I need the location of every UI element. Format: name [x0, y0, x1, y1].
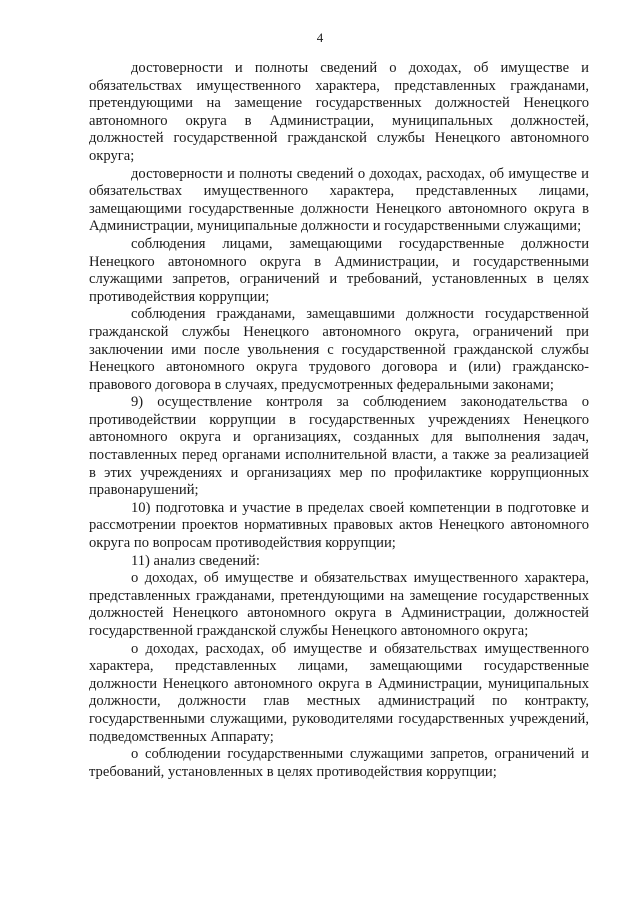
paragraph: 10) подготовка и участие в пределах своей компетенции в подготовке и рассмотрении проектов нормативных правовых актов Ненецкого автономного округа по вопросам противодействия коррупции;	[89, 499, 589, 552]
paragraph: достоверности и полноты сведений о доходах, расходах, об имуществе и обязательствах имущественного характера, представленных лицами, замещающими государственные должности Ненецкого автономного округа в Администрации, муниципальные должности и государственными служащими;	[89, 165, 589, 235]
paragraph: о доходах, об имуществе и обязательствах имущественного характера, представленных гражданами, претендующими на замещение государственных должностей Ненецкого автономного округа в Администрации, должностей государственной гражданской службы Ненецкого автономного округа;	[89, 570, 589, 639]
paragraph: соблюдения гражданами, замещавшими должности государственной гражданской службы Ненецкого автономного округа, ограничений при заключении ими после увольнения с государственной гражданской службы Ненецкого автономного округа трудового договора и (или) гражданско-правового договора в случаях, предусмотренных федеральными законами;	[89, 306, 589, 393]
paragraph: соблюдения лицами, замещающими государственные должности Ненецкого автономного округа в Администрации, и государственными служащими запретов, ограничений и требований, установленных в целях противодействия коррупции;	[89, 235, 589, 305]
paragraph: достоверности и полноты сведений о доходах, об имуществе и обязательствах имущественного характера, представленных гражданами, претендующими на замещение государственных должностей Ненецкого автономного округа в Администрации, муниципальных должностей, должностей государственной гражданской службы Ненецкого автономного округа;	[89, 60, 589, 164]
paragraph: 11) анализ сведений:	[131, 552, 260, 569]
paragraph: о доходах, расходах, об имуществе и обязательствах имущественного характера, представленных лицами, замещающими государственные должности Ненецкого автономного округа в Администрации, муниципальных должности, должности глав местных администраций по контракту, государственными служащими, руководителями государственных учреждений, подведомственных Аппарату;	[89, 640, 589, 745]
paragraph: о соблюдении государственными служащими запретов, ограничений и требований, установленных в целях противодействия коррупции;	[89, 746, 589, 780]
paragraph: 9) осуществление контроля за соблюдением законодательства о противодействии коррупции в государственных учреждениях Ненецкого автономного округа и организациях, созданных для выполнения задач, поставленных перед органами исполнительной власти, а также за реализацией в этих учреждениях и организациях мер по профилактике коррупционных правонарушений;	[89, 394, 589, 499]
page-number: 4	[316, 30, 324, 45]
document-body	[89, 60, 589, 781]
